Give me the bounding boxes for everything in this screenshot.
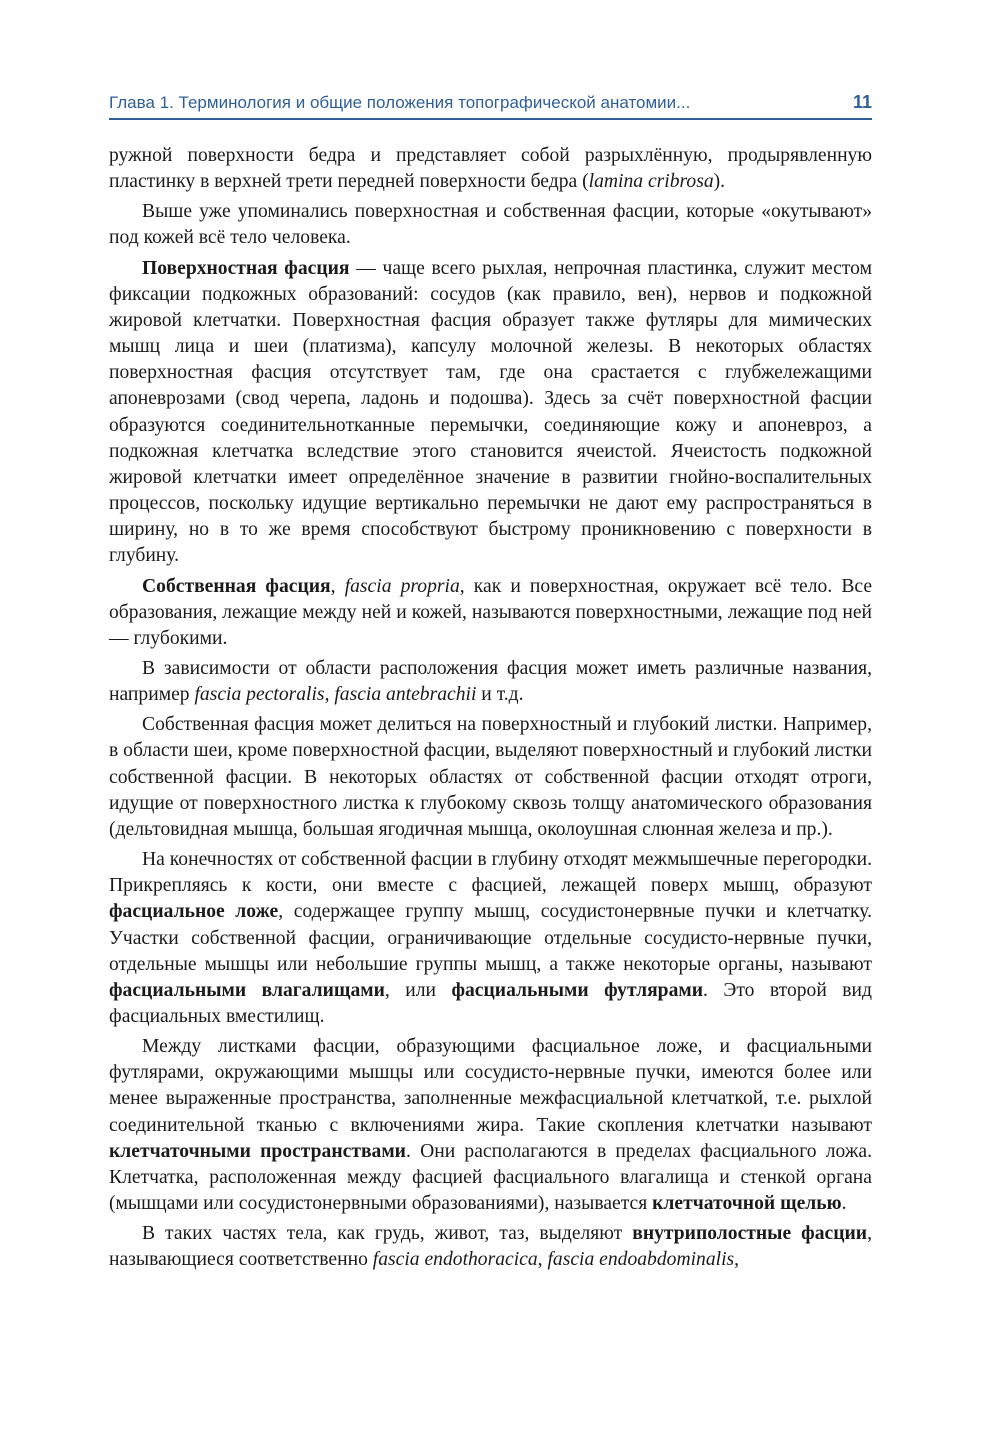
latin-term: fascia endoabdominalis bbox=[547, 1249, 735, 1271]
term-bold: Собственная фасция bbox=[142, 575, 331, 597]
latin-term: lamina cribrosa bbox=[588, 171, 714, 193]
term-bold: клетчаточной щелью bbox=[652, 1193, 842, 1215]
paragraph-3: Поверхностная фасция — чаще всего рыхлая, непрочная пластинка, служит местом фиксации подкожных образований: сосудов (как правило, вен), нервов и подкожной жировой клетчатки. Поверхностная фасция образует также футляры для мимических мышц лица и шеи (платизма), капсулу молочной железы. В некоторых областях поверхностная фасция отсутствует там, где она срастается с глубжележащими апоневрозами (свод черепа, ладонь и подошва). Здесь за счёт поверхностной фасции образуются соединительнотканные перемычки, соединяющие кожу и апоневроз, а подкожная клетчатка вследствие этого становится ячеистой. Ячеистость подкожной жировой клетчатки имеет определённое значение в развитии гнойно-воспалительных процессов, поскольку идущие вертикально перемычки не дают ему распространяться в ширину, но в то же время способствуют быстрому проникновению с поверхности в глубину. bbox=[109, 257, 872, 567]
paragraph-2: Выше уже упоминались поверхностная и собственная фасции, которые «окутывают» под кожей всё тело человека. bbox=[109, 201, 872, 249]
term-bold: фасциальными влагалищами bbox=[109, 979, 385, 1001]
paragraph-4: Собственная фасция, fascia propria, как и поверхностная, окружает всё тело. Все образования, лежащие между ней и кожей, называются поверхностными, лежащие под ней — глубокими. bbox=[109, 575, 873, 649]
term-bold: Поверхностная фасция bbox=[142, 257, 350, 279]
term-bold: внутриполостные фасции bbox=[632, 1223, 868, 1245]
paragraph-8: Между листками фасции, образующими фасциальное ложе, и фасциальными футлярами, окружающими мышцы или сосудисто-нервные пучки, имеются более или менее выраженные пространства, заполненные межфасциальной клетчаткой, т.е. рыхлой соединительной тканью с включениями жира. Такие скопления клетчатки называют клетчаточными пространствами. Они располагаются в пределах фасциального ложа. Клетчатка, расположенная между фасцией фасциального влагалища и стенкой органа (мышцами или сосудистонервными образованиями), называется клетчаточной щелью. bbox=[109, 1036, 872, 1215]
latin-term: fascia endothoracica bbox=[372, 1249, 538, 1271]
paragraph-6: Собственная фасция может делиться на поверхностный и глубокий листки. Например, в области шеи, кроме поверхностной фасции, выделяют поверхностный и глубокий листки собственной фасции. В некоторых областях от собственной фасции отходят отроги, идущие от поверхностного листка к глубокому сквозь толщу анатомического образования (дельтовидная мышца, большая ягодичная мышца, околоушная слюнная железа и пр.). bbox=[109, 714, 873, 840]
term-bold: клетчаточными пространствами bbox=[109, 1140, 406, 1162]
latin-term: fascia propria bbox=[344, 575, 460, 597]
latin-term: fascia pectoralis bbox=[194, 684, 325, 706]
paragraph-7: На конечностях от собственной фасции в глубину отходят межмышечные перегородки. Прикрепляясь к кости, они вместе с фасцией, лежащей поверх мышц, образуют фасциальное ложе, содержащее группу мышц, сосудистонервные пучки и клетчатку. Участки собственной фасции, ограничивающие отдельные сосудисто-нервные пучки, отдельные мышцы или небольшие группы мышц, а также некоторые органы, называют фасциальными влагалищами, или фасциальными футлярами. Это второй вид фасциальных вместилищ. bbox=[109, 849, 873, 1027]
running-header bbox=[109, 86, 872, 120]
latin-term: fascia antebrachii bbox=[334, 684, 477, 706]
paragraph-1: ружной поверхности бедра и представляет собой разрыхлённую, продырявленную пластинку в верхней трети передней поверхности бедра (lamina cribrosa). bbox=[109, 145, 872, 193]
paragraph-9: В таких частях тела, как грудь, живот, таз, выделяют внутриполостные фасции, называющиеся соответственно fascia endothoracica, fascia endoabdominalis, bbox=[109, 1223, 872, 1271]
page-number: 11 bbox=[852, 92, 872, 112]
paragraph-5: В зависимости от области расположения фасция может иметь различные названия, например fascia pectoralis, fascia antebrachii и т.д. bbox=[109, 657, 872, 706]
body-text bbox=[109, 143, 872, 1278]
term-bold: фасциальное ложе bbox=[109, 901, 279, 923]
header-rule bbox=[109, 118, 872, 120]
chapter-title: Глава 1. Терминология и общие положения топографической анатомии... bbox=[109, 93, 691, 112]
term-bold: фасциальными футлярами bbox=[451, 979, 704, 1001]
